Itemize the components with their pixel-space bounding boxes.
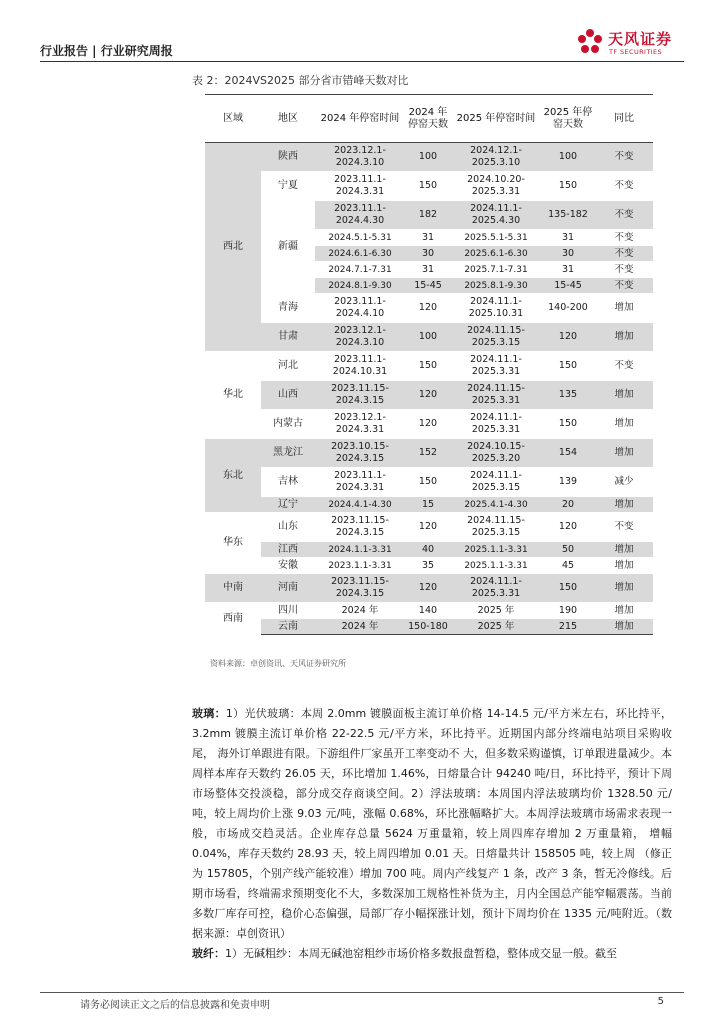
period-2024: 2024.5.1-5.31 bbox=[315, 230, 405, 246]
days-2024: 31 bbox=[405, 230, 451, 246]
days-2024: 120 bbox=[405, 410, 451, 439]
yoy-change: 增加 bbox=[595, 439, 653, 468]
days-2024: 35 bbox=[405, 558, 451, 574]
region-cell: 东北 bbox=[205, 439, 261, 513]
yoy-change: 不变 bbox=[595, 513, 653, 542]
period-2025: 2025.5.1-5.31 bbox=[451, 230, 541, 246]
province-cell: 四川 bbox=[261, 603, 315, 619]
yoy-change: 增加 bbox=[595, 497, 653, 513]
period-2024: 2023.12.1-2024.3.31 bbox=[315, 410, 405, 439]
period-2025: 2025.1.1-3.31 bbox=[451, 558, 541, 574]
days-2024: 150 bbox=[405, 352, 451, 381]
yoy-change: 增加 bbox=[595, 558, 653, 574]
region-cell: 西北 bbox=[205, 143, 261, 352]
table-source-note: 资料来源：卓创资讯、天风证券研究所 bbox=[210, 659, 346, 668]
table-row bbox=[205, 201, 653, 230]
days-2025: 154 bbox=[541, 439, 595, 468]
period-2024: 2024 年 bbox=[315, 619, 405, 635]
period-2025: 2024.10.15-2025.3.20 bbox=[451, 439, 541, 468]
period-2025: 2024.11.1-2025.3.31 bbox=[451, 574, 541, 603]
region-cell: 华北 bbox=[205, 352, 261, 439]
province-cell: 青海 bbox=[261, 294, 315, 323]
days-2025: 150 bbox=[541, 410, 595, 439]
table-row bbox=[205, 381, 653, 410]
table-row bbox=[205, 619, 653, 635]
region-cell: 华东 bbox=[205, 513, 261, 574]
table-row bbox=[205, 143, 653, 172]
period-2025: 2024.11.1-2025.3.31 bbox=[451, 352, 541, 381]
table-row bbox=[205, 439, 653, 468]
days-2025: 215 bbox=[541, 619, 595, 635]
table-row bbox=[205, 352, 653, 381]
period-2025: 2024.11.1-2025.4.30 bbox=[451, 201, 541, 230]
days-2025: 15-45 bbox=[541, 278, 595, 294]
table-row bbox=[205, 513, 653, 542]
days-2024: 152 bbox=[405, 439, 451, 468]
table-row bbox=[205, 294, 653, 323]
days-2025: 139 bbox=[541, 468, 595, 497]
province-cell: 宁夏 bbox=[261, 172, 315, 201]
province-cell: 黑龙江 bbox=[261, 439, 315, 468]
days-2025: 120 bbox=[541, 323, 595, 352]
period-2024: 2023.11.1-2024.10.31 bbox=[315, 352, 405, 381]
period-2025: 2024.10.20-2025.3.31 bbox=[451, 172, 541, 201]
period-2025: 2024.12.1-2025.3.10 bbox=[451, 143, 541, 172]
table-row bbox=[205, 410, 653, 439]
province-cell: 内蒙古 bbox=[261, 410, 315, 439]
table-row bbox=[205, 172, 653, 201]
brand-logo bbox=[574, 26, 684, 58]
province-cell: 江西 bbox=[261, 542, 315, 558]
days-2025: 150 bbox=[541, 352, 595, 381]
days-2024: 120 bbox=[405, 574, 451, 603]
glass-label: 玻璃： bbox=[192, 707, 226, 720]
yoy-change: 不变 bbox=[595, 201, 653, 230]
days-2025: 135-182 bbox=[541, 201, 595, 230]
province-cell: 云南 bbox=[261, 619, 315, 635]
days-2025: 100 bbox=[541, 143, 595, 172]
yoy-change: 不变 bbox=[595, 246, 653, 262]
yoy-change: 不变 bbox=[595, 352, 653, 381]
table-row bbox=[205, 497, 653, 513]
days-2025: 20 bbox=[541, 497, 595, 513]
region-cell: 中南 bbox=[205, 574, 261, 603]
days-2025: 150 bbox=[541, 172, 595, 201]
yoy-change: 增加 bbox=[595, 381, 653, 410]
header-2025-days: 2025 年停窑天数 bbox=[541, 95, 595, 143]
table-row bbox=[205, 468, 653, 497]
period-2025: 2024.11.1-2025.3.15 bbox=[451, 468, 541, 497]
table-row bbox=[205, 323, 653, 352]
province-cell: 山西 bbox=[261, 381, 315, 410]
period-2025: 2025.1.1-3.31 bbox=[451, 542, 541, 558]
yoy-change: 增加 bbox=[595, 410, 653, 439]
province-cell: 河南 bbox=[261, 574, 315, 603]
period-2025: 2025 年 bbox=[451, 603, 541, 619]
header-2025-period: 2025 年停窑时间 bbox=[451, 95, 541, 143]
days-2024: 120 bbox=[405, 381, 451, 410]
period-2024: 2024.6.1-6.30 bbox=[315, 246, 405, 262]
header-yoy: 同比 bbox=[595, 95, 653, 143]
yoy-change: 不变 bbox=[595, 230, 653, 246]
glass-text: 1）光伏玻璃：本周 2.0mm 镀膜面板主流订单价格 14-14.5 元/平方米左右，环比持平，3.2mm 镀膜主流订单价格 22-22.5 元/平方米，环比持平。近期国内部分终端电站项目采购收尾， 海外订单跟进有限。下游组件厂家虽开工率变动不 大，但多数采购谨慎，订单跟进量减少。本周样本库存天数约 26.05 天，环比增加 1.46%，日熔量合计 94240 吨/日，环比持平，预计下周市场整体交投淡稳，部分成交存商谈空间。2）浮法玻璃：本周国内浮法玻璃均价 1328.50 元/吨，较上周均价上涨 9.03 元/吨，涨幅 0.68%，环比涨幅略扩大。本周浮法玻璃市场需求表现一般，市场成交趋灵活。企业库存总量 5624 万重量箱，较上周四库存增加 2 万重量箱， 增幅 0.04%，库存天数约 28.93 天，较上周四增加 0.01 天。日熔量共计 158505 吨，较上周 （修正为 157805，个别产线产能较准）增加 700 吨。周内产线复产 1 条，改产 3 条，暂无冷修线。后期市场看，终端需求预期变化不大，多数深加工规格性补货为主，月内全国总产能窄幅震荡。当前多数厂库存可控，稳价心态偏强，局部厂存小幅探涨计划，预计下周均价在 1335 元/吨附近。（数据来源：卓创资讯） bbox=[192, 707, 673, 940]
page-number: 5 bbox=[657, 996, 664, 1007]
period-2024: 2023.11.1-2024.4.30 bbox=[315, 201, 405, 230]
days-2024: 100 bbox=[405, 323, 451, 352]
yoy-change: 增加 bbox=[595, 323, 653, 352]
header-2024-days: 2024 年停窑天数 bbox=[405, 95, 451, 143]
footer-divider bbox=[40, 992, 684, 993]
days-2025: 120 bbox=[541, 513, 595, 542]
glass-paragraph bbox=[192, 704, 672, 944]
period-2025: 2024.11.15-2025.3.15 bbox=[451, 513, 541, 542]
yoy-change: 不变 bbox=[595, 143, 653, 172]
period-2024: 2023.11.1-2024.3.31 bbox=[315, 468, 405, 497]
table-caption: 表 2：2024VS2025 部分省市错峰天数对比 bbox=[192, 74, 409, 87]
days-2025: 190 bbox=[541, 603, 595, 619]
days-2025: 140-200 bbox=[541, 294, 595, 323]
days-2024: 15-45 bbox=[405, 278, 451, 294]
period-2024: 2024.7.1-7.31 bbox=[315, 262, 405, 278]
period-2025: 2025.4.1-4.30 bbox=[451, 497, 541, 513]
province-cell: 吉林 bbox=[261, 468, 315, 497]
period-2024: 2024.1.1-3.31 bbox=[315, 542, 405, 558]
period-2025: 2024.11.1-2025.10.31 bbox=[451, 294, 541, 323]
yoy-change: 不变 bbox=[595, 172, 653, 201]
period-2025: 2024.11.15-2025.3.15 bbox=[451, 323, 541, 352]
period-2024: 2023.11.15-2024.3.15 bbox=[315, 574, 405, 603]
days-2024: 40 bbox=[405, 542, 451, 558]
period-2024: 2023.1.1-3.31 bbox=[315, 558, 405, 574]
period-2024: 2023.11.1-2024.3.31 bbox=[315, 172, 405, 201]
logo-chinese-name: 天风证券 bbox=[608, 30, 673, 48]
days-2025: 31 bbox=[541, 262, 595, 278]
days-2025: 135 bbox=[541, 381, 595, 410]
period-2024: 2024 年 bbox=[315, 603, 405, 619]
footer-disclaimer: 请务必阅读正文之后的信息披露和免责申明 bbox=[80, 1000, 270, 1011]
days-2025: 31 bbox=[541, 230, 595, 246]
days-2025: 50 bbox=[541, 542, 595, 558]
period-2024: 2023.11.15-2024.3.15 bbox=[315, 381, 405, 410]
period-2024: 2023.11.15-2024.3.15 bbox=[315, 513, 405, 542]
period-2025: 2025.8.1-9.30 bbox=[451, 278, 541, 294]
yoy-change: 增加 bbox=[595, 542, 653, 558]
days-2024: 150 bbox=[405, 172, 451, 201]
report-type-title: 行业报告 | 行业研究周报 bbox=[40, 44, 173, 58]
region-cell: 西南 bbox=[205, 603, 261, 635]
table-row bbox=[205, 542, 653, 558]
period-2025: 2024.11.1-2025.3.31 bbox=[451, 410, 541, 439]
period-2024: 2023.10.15-2024.3.15 bbox=[315, 439, 405, 468]
yoy-change: 不变 bbox=[595, 262, 653, 278]
province-cell: 甘肃 bbox=[261, 323, 315, 352]
period-2024: 2023.12.1-2024.3.10 bbox=[315, 143, 405, 172]
period-2025: 2025 年 bbox=[451, 619, 541, 635]
yoy-change: 增加 bbox=[595, 574, 653, 603]
glass-fiber-paragraph bbox=[192, 944, 672, 964]
header-area: 地区 bbox=[261, 95, 315, 143]
province-cell: 新疆 bbox=[261, 201, 315, 294]
province-cell: 安徽 bbox=[261, 558, 315, 574]
table-row bbox=[205, 574, 653, 603]
days-2024: 120 bbox=[405, 513, 451, 542]
period-2024: 2024.8.1-9.30 bbox=[315, 278, 405, 294]
days-2025: 30 bbox=[541, 246, 595, 262]
fiber-text: 1）无碱粗纱：本周无碱池窑粗纱市场价格多数报盘暂稳，整体成交显一般。截至 bbox=[225, 947, 617, 960]
shutdown-days-table bbox=[205, 94, 653, 635]
table-row bbox=[205, 558, 653, 574]
days-2024: 140 bbox=[405, 603, 451, 619]
header-region: 区域 bbox=[205, 95, 261, 143]
fiber-label: 玻纤： bbox=[192, 947, 225, 960]
header-2024-period: 2024 年停窑时间 bbox=[315, 95, 405, 143]
yoy-change: 增加 bbox=[595, 294, 653, 323]
days-2024: 30 bbox=[405, 246, 451, 262]
days-2024: 182 bbox=[405, 201, 451, 230]
page-header bbox=[40, 0, 684, 62]
days-2025: 150 bbox=[541, 574, 595, 603]
period-2024: 2023.12.1-2024.3.10 bbox=[315, 323, 405, 352]
province-cell: 陕西 bbox=[261, 143, 315, 172]
period-2025: 2025.7.1-7.31 bbox=[451, 262, 541, 278]
days-2024: 100 bbox=[405, 143, 451, 172]
yoy-change: 增加 bbox=[595, 603, 653, 619]
table-row bbox=[205, 603, 653, 619]
yoy-change: 不变 bbox=[595, 278, 653, 294]
table-header-row bbox=[205, 95, 653, 143]
days-2025: 45 bbox=[541, 558, 595, 574]
days-2024: 120 bbox=[405, 294, 451, 323]
yoy-change: 增加 bbox=[595, 619, 653, 635]
days-2024: 15 bbox=[405, 497, 451, 513]
days-2024: 150 bbox=[405, 468, 451, 497]
province-cell: 辽宁 bbox=[261, 497, 315, 513]
period-2025: 2025.6.1-6.30 bbox=[451, 246, 541, 262]
period-2025: 2024.11.15-2025.3.31 bbox=[451, 381, 541, 410]
flower-logo-icon bbox=[574, 26, 606, 58]
days-2024: 31 bbox=[405, 262, 451, 278]
province-cell: 河北 bbox=[261, 352, 315, 381]
province-cell: 山东 bbox=[261, 513, 315, 542]
yoy-change: 减少 bbox=[595, 468, 653, 497]
logo-english-name: TF SECURITIES bbox=[609, 48, 663, 56]
period-2024: 2023.11.1-2024.4.10 bbox=[315, 294, 405, 323]
period-2024: 2024.4.1-4.30 bbox=[315, 497, 405, 513]
days-2024: 150-180 bbox=[405, 619, 451, 635]
